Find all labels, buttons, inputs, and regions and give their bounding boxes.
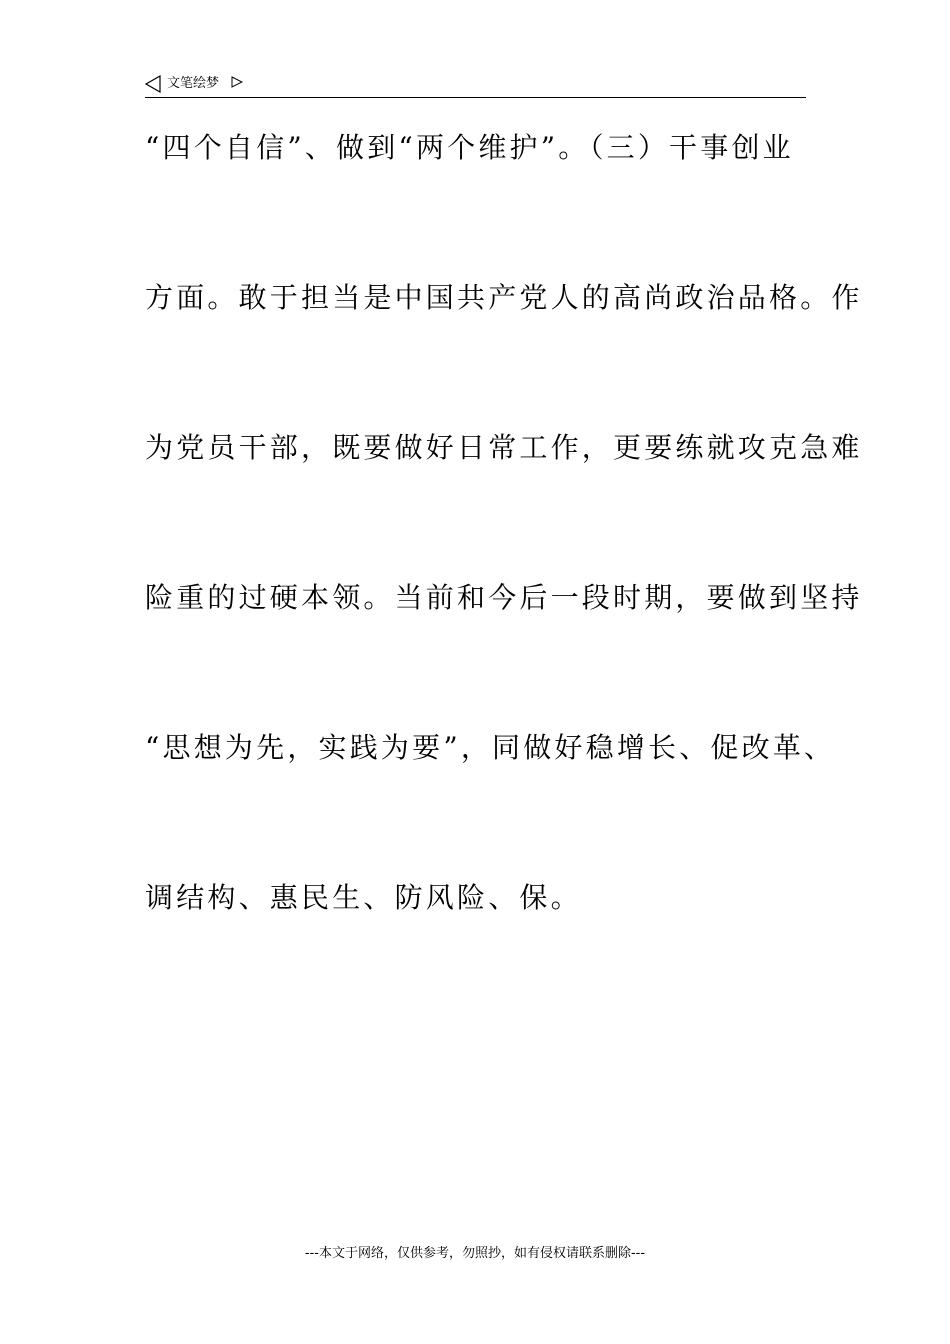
body-line: 调结构、惠民生、防风险、保。 xyxy=(145,881,582,914)
body-line: 方面。敢于担当是中国共产党人的高尚政治品格。作 xyxy=(145,281,863,314)
body-line: “四个自信”、做到“两个维护”。（三）干事创业 xyxy=(145,131,794,164)
header-divider xyxy=(145,97,806,98)
page-header xyxy=(145,74,806,98)
triangle-left-outline-icon xyxy=(145,75,161,93)
footer-disclaimer: ---本文于网络，仅供参考，勿照抄，如有侵权请联系删除--- xyxy=(304,1246,646,1261)
triangle-right-outline-icon xyxy=(231,76,243,88)
header-title: 文笔绘梦 xyxy=(167,76,220,91)
body-line: “思想为先，实践为要”，同做好稳增长、促改革、 xyxy=(145,731,836,764)
body-line: 为党员干部，既要做好日常工作，更要练就攻克急难 xyxy=(145,431,863,464)
body-line: 险重的过硬本领。当前和今后一段时期，要做到坚持 xyxy=(145,581,863,614)
